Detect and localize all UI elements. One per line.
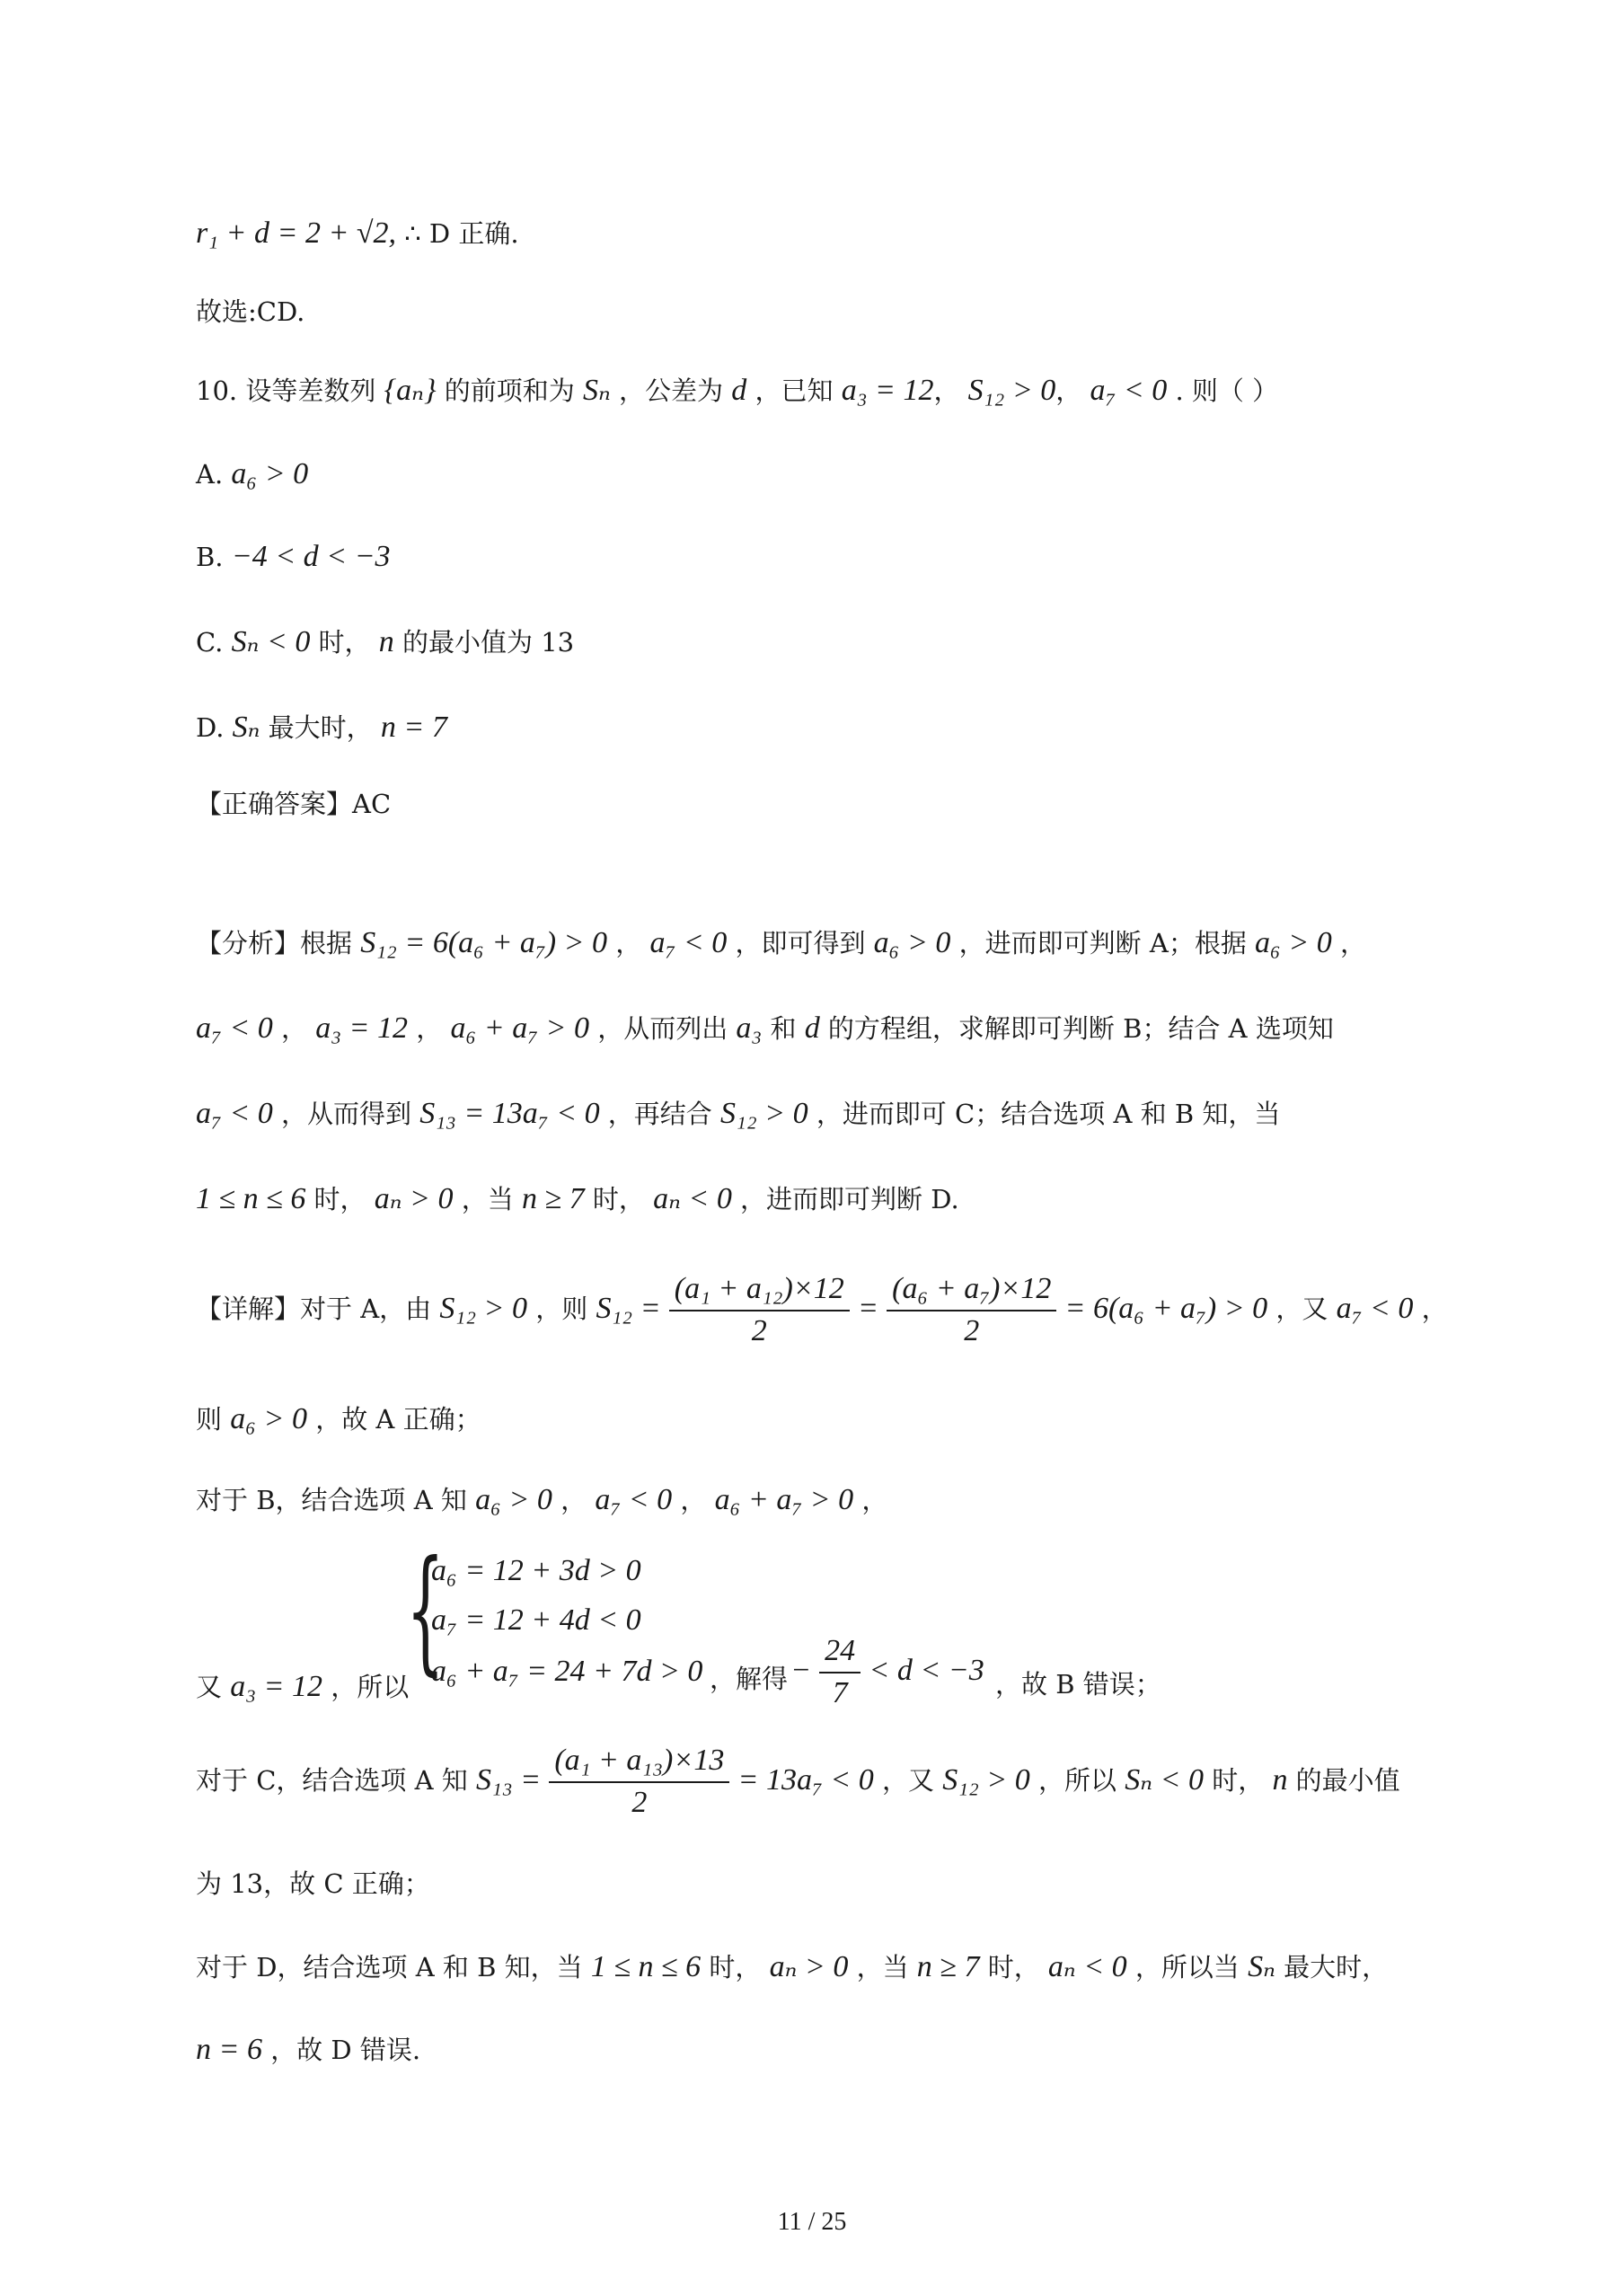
math-expr: a₆ > 0 [230,1402,307,1435]
text: ，故 A 正确； [315,1404,481,1435]
math-expr: a₃ [736,1011,763,1045]
option-d [196,710,447,746]
text: ，再结合 [607,1099,712,1129]
text: ， [280,1013,307,1044]
fraction-numerator: (a₆ + a₇)×12 [887,1271,1056,1311]
math-expr: S₁₂ > 0 [967,374,1056,407]
math-expr: a₇ < 0 [1090,374,1168,407]
text: ， [680,1485,707,1515]
option-b [196,539,391,576]
math-expr: = 13a₇ < 0 [737,1762,874,1797]
text: ， [1421,1293,1448,1324]
text: ，进而即可判断 D. [740,1184,959,1214]
text: ， [1340,928,1367,958]
text: 则 [196,1404,223,1435]
math-expr: a₇ < 0 [196,1097,273,1130]
text: 的方程组，求解即可判断 B；结合 A 选项知 [827,1013,1334,1044]
text: ，当 [856,1952,909,1983]
math-expr: aₙ < 0 [653,1182,732,1215]
math-expr: {aₙ} [384,374,437,407]
math-expr: n = 6 [196,2033,262,2066]
detail-line-6 [196,1868,430,1900]
text: 最大时， [1284,1952,1389,1983]
text: 时， [709,1952,762,1983]
system-row-3: a₆ + a₇ = 24 + 7d > 0 [431,1655,703,1688]
math-expr: < d < −3 [869,1653,984,1687]
text: ，又 [881,1764,934,1796]
text: 最大时， [268,712,373,743]
solution-range [790,1633,984,1712]
math-expr: n ≥ 7 [521,1182,585,1215]
math-expr: −4 < d < −3 [231,540,391,573]
fraction-denominator: 2 [964,1313,980,1347]
text: 时， [592,1184,645,1214]
text: ， [861,1485,888,1515]
detail-line-1 [196,1271,1448,1350]
math-expr: aₙ > 0 [769,1950,849,1983]
text: ， [560,1485,587,1515]
math-expr: a₆ > 0 [231,457,309,490]
text: ，从而得到 [280,1099,411,1129]
text: 【正确答案】AC [196,789,392,819]
fraction [669,1271,850,1350]
text: . 则（ ） [1175,375,1279,406]
text: ，解得 [710,1664,789,1694]
system-row-1: a₆ = 12 + 3d > 0 [431,1554,641,1587]
text: 时， [318,627,371,658]
line-prev-answer [196,296,304,328]
text: 又 [196,1672,223,1702]
math-expr: S₁₂ = 6(a₆ + a₇) > 0 [360,926,607,959]
text: ，故 D 错误. [270,2035,421,2065]
math-expr: S₁₂ > 0 [439,1291,527,1325]
fraction [549,1743,729,1822]
text: 【详解】对于 A，由 [196,1293,432,1324]
math-expr: = 6(a₆ + a₇) > 0 [1064,1291,1268,1325]
math-expr: Sₙ < 0 [1125,1762,1204,1797]
math-expr: d [731,374,747,407]
text: ，又 [1275,1293,1328,1324]
math-expr: n ≥ 7 [916,1950,980,1983]
fraction-numerator: (a₁ + a₁₂)×12 [669,1271,850,1311]
text: ，即可得到 [735,928,866,958]
text: ，则 [535,1293,588,1324]
text: ，当 [461,1184,514,1214]
text: ，公差为 [619,375,724,406]
option-label: D. [196,712,225,743]
math-expr: Sₙ < 0 [231,625,311,658]
analysis-line-4 [196,1181,959,1218]
math-expr: a₆ + a₇ > 0 [450,1011,589,1045]
text: 的前项和为 [444,375,575,406]
math-expr: S₁₂ > 0 [942,1762,1030,1797]
text: ， [416,1013,443,1044]
text: 时， [313,1184,366,1214]
analysis-line-2 [196,1011,1334,1047]
math-expr: S₁₂ = [596,1291,661,1325]
fraction [887,1271,1056,1350]
math-expr: S₁₃ = [476,1762,542,1797]
fraction-denominator: 2 [751,1313,767,1347]
math-expr: a₃ = 12 [841,374,934,407]
math-expr: n [1272,1762,1288,1797]
analysis-line-3 [196,1096,1280,1133]
math-expr: a₇ < 0 [649,926,728,959]
math-expr: a₆ > 0 [873,926,951,959]
option-a [196,456,308,493]
text: 故选:CD. [196,296,305,327]
math-expr: 1 ≤ n ≤ 6 [590,1950,702,1983]
text: 对于 C，结合选项 A 知 [196,1764,468,1796]
math-expr: n = 7 [380,711,447,744]
detail-line-4 [196,1669,409,1706]
math-expr: − [790,1653,811,1687]
math-expr: a₇ < 0 [196,1011,273,1045]
text: ，所以 [1038,1764,1117,1796]
option-c [196,624,574,661]
text: ，进而即可判断 A；根据 [958,928,1247,958]
correct-answer [196,789,391,820]
text: ∴ D 正确. [404,218,519,249]
line-prev-conclusion [196,216,519,252]
fraction-denominator: 7 [832,1675,848,1709]
math-expr: Sₙ [1248,1950,1275,1983]
text: 的最小值为 13 [402,627,575,658]
text: 对于 B，结合选项 A 知 [196,1485,467,1515]
text: ， [615,928,642,958]
option-label: B. [196,542,224,572]
detail-line-4-solution [710,1664,788,1695]
math-expr: = [857,1291,878,1325]
math-expr: a₆ > 0 [1255,926,1332,959]
math-expr: r₁ + d = 2 + √2, [196,216,397,250]
detail-line-3 [196,1482,887,1519]
math-expr: a₆ > 0 [475,1483,552,1516]
detail-line-2 [196,1401,481,1438]
math-expr: a₇ < 0 [1336,1291,1414,1325]
text: 为 13，故 C 正确； [196,1868,430,1899]
math-expr: S₁₃ = 13a₇ < 0 [419,1097,600,1130]
text: 的最小值 [1295,1764,1400,1796]
text: ，故 B 错误； [995,1669,1161,1700]
fraction-numerator: 24 [819,1633,861,1673]
fraction [819,1633,861,1712]
option-label: C. [196,627,224,658]
detail-line-7 [196,1949,1388,1986]
analysis-line-1 [196,925,1366,962]
left-brace-icon: { [406,1532,445,1689]
text: 10. 设等差数列 [196,375,376,406]
page-number: 11 / 25 [777,2208,847,2236]
detail-line-5 [196,1743,1400,1822]
question-10: 10. 设等差数列 {aₙ} 的前项和为 Sₙ ，公差为 d ，已知 a₃ = 12， S₁₂ > 0， a₇ < 0 . 则（ ） [196,374,1279,407]
math-expr: S₁₂ > 0 [720,1097,808,1130]
detail-line-8 [196,2032,420,2069]
math-expr: a₆ + a₇ > 0 [714,1483,854,1516]
math-expr: a₇ < 0 [595,1483,673,1516]
text: 【分析】根据 [196,928,353,958]
math-expr: 1 ≤ n ≤ 6 [196,1182,306,1215]
text: 和 [770,1013,797,1044]
math-expr: Sₙ [583,374,611,407]
text: ，所以当 [1134,1952,1240,1983]
text: 时， [1212,1764,1265,1796]
text: 时， [987,1952,1040,1983]
fraction-numerator: (a₁ + a₁₃)×13 [549,1743,729,1783]
math-expr: Sₙ [232,711,260,744]
math-expr: d [804,1011,820,1045]
text: ，进而即可 C；结合选项 A 和 B 知，当 [816,1099,1281,1129]
text: 对于 D，结合选项 A 和 B 知，当 [196,1952,583,1983]
math-expr: a₃ = 12 [315,1011,408,1045]
text: ，所以 [331,1672,410,1702]
text: ，从而列出 [597,1013,728,1044]
math-expr: aₙ > 0 [374,1182,454,1215]
system-row-2: a₇ = 12 + 4d < 0 [431,1603,641,1637]
text: ，已知 [755,375,834,406]
math-expr: n [378,625,394,658]
fraction-denominator: 2 [631,1785,648,1819]
option-label: A. [196,459,224,490]
math-expr: a₃ = 12 [230,1670,322,1703]
detail-line-4-conclusion [995,1669,1161,1700]
math-expr: aₙ < 0 [1047,1950,1127,1983]
